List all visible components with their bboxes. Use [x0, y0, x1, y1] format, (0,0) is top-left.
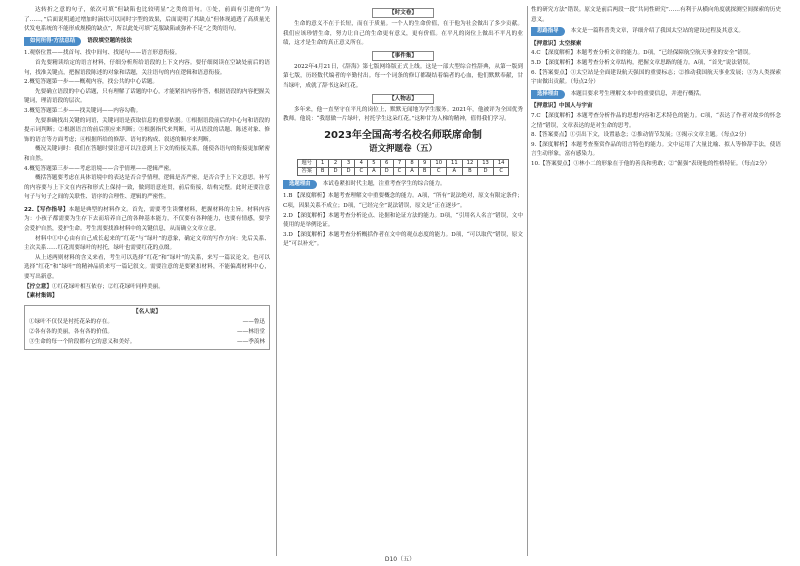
step-body: 首先要精读给定的语言材料，仔细分析所给语段的上下文内容。要仔细阅读在空缺处前后的语句，找准关键点，把握语段陈述的对象和话题，关注语句的内在逻辑和语意衔接。: [24, 59, 270, 76]
thinking-guide-text: 本文是一篇科普类文章，详细介绍了我国太空站的建设过程及其意义。: [570, 28, 744, 35]
answer-explanation: 9.【深度解析】本题考查鉴赏作品的语言特色的能力。文中运用了大量比喻、拟人等修辞手法，使语言生动形象，富有感染力。: [531, 141, 781, 158]
section-title: 【时文卷】: [372, 8, 434, 18]
question-number-cell: 10: [431, 159, 447, 167]
exam-subtitle: 语文押题卷（五）: [368, 143, 437, 154]
answer-explanation: 3.D 【深度解析】本题考查分析概括作者在文中的观点态度的能力。D项，“可以取代”错误，原文是“可以补充”。: [283, 231, 523, 248]
quote-text: ③生命的每一个阶段都有它的意义和美好。: [29, 338, 136, 345]
quote-item: [29, 338, 265, 348]
method-summary-title: 语段填空题的技法: [87, 37, 132, 44]
paragraph: 2022年4月21日，《辞海》第七版网络版正式上线。这是一部大型综合性辞典，从第一版到第七版，历经数代编者的辛勤付出。每一个词条的修订都凝结着编者的心血，他们默默奉献，甘当绿叶，成就了辞书这朵红花。: [283, 63, 523, 89]
question-number-cell: 1: [316, 159, 329, 167]
writing-guide-label: 【写作指导】: [33, 206, 69, 213]
quote-item: [29, 328, 265, 338]
column-divider: [527, 6, 528, 556]
answer-cell: D: [329, 167, 342, 175]
answer-table: [297, 159, 510, 176]
quote-text: ②各有各的美丽，各有各的价值。: [29, 329, 113, 335]
selection-reason-text: 本题目要求考生理解文本中的重要信息，并进行概括。: [570, 90, 705, 97]
answer-explanation: 6.【答案要点】①太空站是全面建设航天强国的重要标志；②推动我国航天事业发展；③为人类探索宇宙做出贡献。（每点2分）: [531, 69, 781, 86]
answer-cell: D: [380, 167, 393, 175]
answer-table-label: 题号: [297, 159, 316, 167]
question-number-cell: 7: [393, 159, 406, 167]
famous-quotes-title: 【名人说】: [133, 308, 161, 315]
paragraph: 多年来，他一直坚守在平凡的岗位上，默默无闻地为学生服务。2021年，他被评为全国优秀教师。他说：“我愿做一片绿叶，衬托学生这朵红花。”这种甘为人梯的精神，值得我们学习。: [283, 106, 523, 123]
answer-cell: B: [316, 167, 329, 175]
column-left: [24, 6, 270, 350]
quote-text: ①绿叶不仅仅是衬托花朵的存在。: [29, 319, 113, 326]
answer-cell: A: [447, 167, 463, 175]
question-number: 22.: [24, 206, 34, 213]
answer-explanation: 7.C 【深度解析】本题考查分析作品的思想内容和艺术特色的能力。C项，“表达了作者对故乡的怀念之情”错误，文章表达的是对生命的思考。: [531, 112, 781, 129]
topic-label: 【押意识】太空探索: [531, 40, 582, 47]
answer-cell: D: [478, 167, 494, 175]
selection-reason-tag: 选题理由: [283, 180, 317, 189]
question-number-cell: 8: [406, 159, 419, 167]
paragraph: 达转折之意的句子，依次可填“但缺陷也比较明显”之类的语句。⑤处，前面有引进的“为了……，”后面说明通过增加时滴状可以同时字型的效果，后面说明了其缺点“但体现通透了高质量光伏发电系统的不能形成规模的缺点”，所以此处可填“克服缺陷或弥补不足”之类的语句。: [24, 7, 270, 33]
answer-explanation: 4.C 【深度解析】本题考查分析文章的能力。D项，“已经保障航空航天事业的安全”错误。: [531, 50, 754, 57]
answer-cell: A: [406, 167, 419, 175]
question-number-cell: 9: [418, 159, 431, 167]
question-number-cell: 11: [447, 159, 463, 167]
answer-cell: A: [368, 167, 381, 175]
thinking-guide-bar: [531, 27, 781, 37]
theme-tip: [24, 283, 270, 293]
column-right: [531, 6, 781, 170]
thinking-guide-tag: 思路指导: [531, 27, 565, 36]
answer-table-number-row: [297, 159, 509, 167]
exam-title: 2023年全国高考名校名师联席命制: [324, 129, 482, 141]
quote-author: ——鲁迅: [242, 319, 265, 326]
answer-explanation: 5.D 【深度解析】本题考查分析文章结构，把握文章思路的能力。A项，“首先”说法错误。: [531, 59, 754, 66]
quote-author: ——季羡林: [237, 338, 265, 345]
answer-cell: C: [355, 167, 368, 175]
column-divider: [276, 6, 277, 556]
method-summary-bar: [24, 37, 270, 47]
section-title: 【人物志】: [372, 94, 434, 104]
answer-cell: C: [493, 167, 509, 175]
answer-cell: B: [462, 167, 478, 175]
step-heading: 3.概览答题第二步——找关键词——内容勾勒。: [24, 107, 142, 114]
question-number-cell: 5: [368, 159, 381, 167]
question-number-cell: 3: [342, 159, 355, 167]
answer-table-label: 答案: [297, 167, 316, 175]
step-heading: 1.观察位置——找首句、找中间句、找尾句——语言形意衔接。: [24, 50, 181, 57]
question-number-cell: 6: [380, 159, 393, 167]
theme-tip-text: ①红花绿叶相互依存；②红花绿叶同样美丽。: [51, 283, 164, 290]
answer-explanation: 2.D 【深度解析】本题考查分析论点、论据和论证方法的能力。D项，“引用名人名言”错误，文中使用的是举例论证。: [283, 212, 523, 229]
question-22: [24, 206, 270, 235]
famous-quotes-box: [24, 305, 270, 350]
question-number-cell: 2: [329, 159, 342, 167]
theme-tip-label: 【拧立意】: [24, 283, 52, 290]
column-middle: [283, 6, 523, 250]
section-title: 【事件集】: [372, 51, 434, 61]
selection-reason-bar: [283, 180, 523, 190]
quote-item: [29, 318, 265, 328]
selection-reason-text: 本试卷紧扣时代主题，注重考查学生的综合能力。: [322, 180, 446, 187]
question-number-cell: 14: [493, 159, 509, 167]
topic-label: 【押意识】中国人与宇宙: [531, 103, 593, 110]
answer-explanation: 1.B 【深度解析】本题考查理解文中重要概念的能力。A项，“所有”说法绝对，原文有限定条件；C项，因果关系不成立；D项，“已经完全”说法错误，原文是“正在逐步”。: [283, 193, 523, 209]
step-heading: 2.概览答题第一步——概观内容，找公共的中心话题。: [24, 79, 158, 86]
answer-explanation: 10.【答案要点】①林小二的形象在于他的善良和勇敢；②“倔强”表现他的性格特征。（每点2分）: [531, 160, 771, 167]
question-number-cell: 12: [462, 159, 478, 167]
answer-cell: C: [393, 167, 406, 175]
step-body: 先要确立语段的中心话题，只有理解了话题的中心，才能紧扣内容作答，根据语段的内容把握关键词，理清语段的层次。: [24, 88, 270, 105]
step-heading: 4.概览答题第三步——考虑语境——合乎情理——逻辑严密。: [24, 165, 175, 172]
answer-table-answer-row: [297, 167, 509, 175]
material-collection-label: 【素材集锦】: [24, 293, 58, 300]
paragraph: 从上述两则材料的含义来看，考生可以选择“红花”和“绿叶”的关系，来写一篇议论文。也可以选择“红花”和“绿叶”的精神品质来写一篇记叙文。需要注意的是要紧扣材料，不能偏离材料中心，要写出新意。: [24, 254, 270, 281]
answer-explanation: 8.【答案要点】①引出下文，设置悬念；②推动情节发展；③揭示文章主题。（每点2分）: [531, 132, 750, 139]
step-note: 概况关键词时：我们在答题时要注意可以注意到上下文的衔接关系，能使各语句的衔接更加紧密和自然。: [24, 146, 270, 162]
question-number-cell: 4: [355, 159, 368, 167]
selection-reason-bar: [531, 90, 781, 100]
answer-cell: C: [431, 167, 447, 175]
answer-cell: D: [342, 167, 355, 175]
answer-cell: B: [418, 167, 431, 175]
question-body: 本题是典型的材料作文。首先，需要考生读懂材料，把握材料的主旨。材料内容为：小孩子都需要为生存下去而培养自己的各种基本能力，不仅要有各种能力，也要有情感，要学会爱护自然，爱护生命。考生需要找准材料中的关键信息，从而确立文章立意。: [24, 206, 270, 233]
page-number: D10（五）: [384, 556, 416, 563]
paragraph: 性的研究方法”错误。原文是前后两段一段“共同性研究”……有利于从横向角度就探测空间探索的历史意义。: [531, 7, 781, 23]
paragraph: 材料中①中心由有自己成长起来的“红花”与“绿叶”的意象，确定文章的写作方向：先后关系、主次关系……红花需要绿叶的衬托，绿叶也需要红花的点缀。: [24, 235, 270, 252]
selection-reason-tag: 选择理由: [531, 90, 565, 99]
method-summary-tag: 如何所得·方法总结: [24, 37, 81, 46]
step-body: 概括答题要考虑在具体语境中的表达是否合乎情理，逻辑是否严密，是否合乎上下文意思。补写的内容要与上下文在内容和形式上保持一致，做到语意连贯，前后衔接，结构完整。此时还要注意句子与句子之间的关联性、语序的合理性、逻辑的严密性。: [24, 175, 270, 201]
step-body: 先要准确找出关键的词语，关键词语是获取信息的重要依据。①根据语段前后的中心句和语段的提示词判断；②根据语言的前后照应来判断；③根据指代来判断，可从语段的话题、陈述对象、修饰的语言等方面考虑；④根据所给的修辞、语句的构成、叙述的顺序来判断。: [24, 117, 270, 143]
paragraph: 生命的意义不在于长短，而在于质量。一个人的生命价值，在于他为社会做出了多少贡献。我们应该珍惜生命，努力让自己的生命更有意义，更有价值。在平凡的岗位上做出不平凡的业绩，这才是生命的真正意义所在。: [283, 21, 523, 47]
quote-author: ——林语堂: [237, 329, 265, 335]
question-number-cell: 13: [478, 159, 494, 167]
